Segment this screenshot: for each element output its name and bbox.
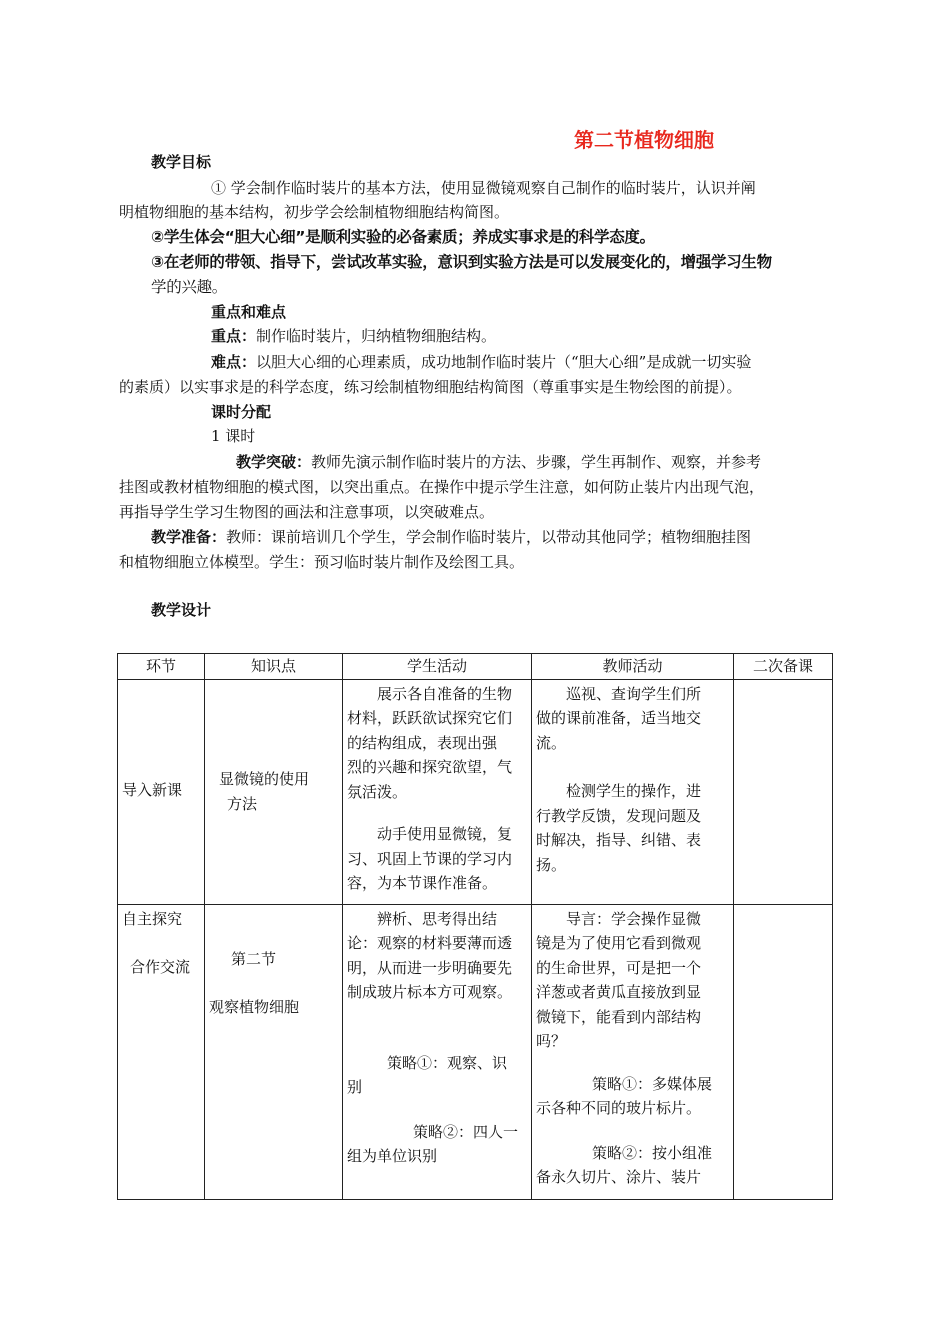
difficulty-row (211, 350, 751, 374)
difficulty-label: 难点： (211, 353, 257, 371)
breakthrough-label: 教学突破： (236, 453, 312, 471)
focus-text: 制作临时装片，归纳植物细胞结构。 (256, 327, 497, 345)
student-text: 容，为本节课作准备。 (347, 874, 498, 892)
knowledge-text: 方法 (227, 794, 258, 813)
teacher-text (536, 1054, 729, 1072)
student-activity-cell (343, 679, 532, 904)
stage-cell (118, 679, 205, 904)
preparation-row (151, 525, 751, 549)
teacher-text: 策略①：多媒体展 (592, 1074, 713, 1093)
teacher-text: 镜是为了使用它看到微观 (536, 934, 702, 952)
schedule-value: 1 课时 (211, 427, 256, 445)
teacher-text: 示各种不同的玻片标片。 (536, 1099, 702, 1117)
breakthrough-line-1: 教师先演示制作临时装片的方法、步骤，学生再制作、观察，并参考 (311, 453, 762, 471)
design-heading: 教学设计 (151, 601, 212, 619)
header-knowledge: 知识点 (205, 654, 343, 680)
difficulty-line-1: 以胆大心细的心理素质，成功地制作临时装片（“胆大心细”是成就一切实验 (256, 353, 752, 371)
header-stage: 环节 (118, 654, 205, 680)
teacher-text: 流。 (536, 733, 567, 752)
teacher-activity-cell (532, 904, 734, 1199)
student-text: 习、巩固上节课的学习内 (347, 849, 513, 868)
student-text: 策略②：四人一 (413, 1122, 519, 1141)
student-text (347, 1005, 527, 1029)
header-student-activity: 学生活动 (343, 654, 532, 680)
header-teacher-activity: 教师活动 (532, 654, 734, 680)
knowledge-text: 显微镜的使用 (219, 770, 310, 788)
teacher-text: 检测学生的操作，进 (566, 782, 702, 800)
teacher-text: 时解决，指导、纠错、表 (536, 831, 702, 849)
teacher-text: 策略②：按小组准 (592, 1143, 713, 1162)
student-text (347, 1100, 527, 1120)
student-text: 策略①：观察、识 (387, 1053, 508, 1072)
notes-cell (734, 904, 833, 1199)
focus-label: 重点： (211, 327, 257, 345)
teacher-text: 导言：学会操作显微 (566, 909, 702, 928)
student-text: 明，从而进一步明确要先 (347, 958, 513, 977)
preparation-line-1: 教师：课前培训几个学生，学会制作临时装片，以带动其他同学；植物细胞挂图 (226, 528, 752, 546)
table-header-row (118, 654, 833, 680)
student-text: 制成玻片标本方可观察。 (347, 983, 513, 1001)
page-title: 第二节植物细胞 (574, 128, 714, 152)
student-text: 辨析、思考得出结 (377, 909, 498, 928)
focus-row (211, 324, 496, 348)
student-text: 别 (347, 1078, 363, 1096)
knowledge-text: 观察植物细胞 (209, 998, 300, 1016)
student-text: 的结构组成，表现出强 (347, 733, 498, 752)
teacher-text: 做的课前准备，适当地交 (536, 709, 702, 727)
student-text: 烈的兴趣和探究欲望，气 (347, 758, 513, 776)
teacher-activity-cell (532, 679, 734, 904)
lesson-plan-table (117, 653, 833, 1200)
stage-text: 自主探究 (122, 909, 183, 928)
goal-1-line-2: 明植物细胞的基本结构，初步学会绘制植物细胞结构简图。 (119, 203, 510, 221)
teacher-text: 洋葱或者黄瓜直接放到显 (536, 983, 702, 1001)
student-text: 动手使用显微镜，复 (377, 825, 513, 843)
schedule-heading: 课时分配 (211, 403, 272, 421)
difficulty-line-2: 的素质）以实事求是的科学态度，练习绘制植物细胞结构简图（尊重事实是生物绘图的前提）。 (119, 378, 742, 396)
goals-heading: 教学目标 (151, 153, 212, 171)
preparation-line-2: 和植物细胞立体模型。学生：预习临时装片制作及绘图工具。 (119, 553, 525, 571)
student-text: 氛活泼。 (347, 782, 408, 801)
knowledge-text: 第二节 (231, 949, 277, 968)
preparation-label: 教学准备： (151, 528, 227, 546)
stage-text (122, 931, 200, 955)
stage-text: 导入新课 (122, 781, 183, 800)
goal-1-line-1: ① 学会制作临时装片的基本方法，使用显微镜观察自己制作的临时装片，认识并阐 (211, 179, 756, 197)
table-row (118, 904, 833, 1199)
student-text: 材料，跃跃欲试探究它们 (347, 709, 513, 727)
key-points-heading: 重点和难点 (211, 303, 287, 321)
stage-cell (118, 904, 205, 1199)
student-text (347, 1029, 527, 1051)
breakthrough-line-2: 挂图或教材植物细胞的模式图，以突出重点。在操作中提示学生注意，如何防止装片内出现气泡， (119, 478, 765, 496)
teacher-text: 吗？ (536, 1032, 567, 1050)
teacher-text: 巡视、查询学生们所 (566, 684, 702, 703)
table-row (118, 679, 833, 904)
student-text: 展示各自准备的生物 (377, 684, 513, 703)
goal-3-line-2: 学的兴趣。 (151, 278, 228, 296)
teacher-text: 扬。 (536, 855, 567, 874)
header-notes: 二次备课 (734, 654, 833, 680)
knowledge-cell (205, 679, 343, 904)
student-text (347, 804, 527, 822)
knowledge-cell (205, 904, 343, 1199)
teacher-text: 的生命世界，可是把一个 (536, 958, 702, 977)
goal-2: ②学生体会“胆大心细”是顺利实验的必备素质；养成实事求是的科学态度。 (151, 228, 655, 246)
stage-text: 合作交流 (130, 958, 191, 976)
breakthrough-row (236, 450, 761, 474)
teacher-text: 微镜下，能看到内部结构 (536, 1007, 702, 1026)
teacher-text (536, 755, 729, 779)
teacher-text: 行教学反馈，发现问题及 (536, 806, 702, 825)
teacher-text (536, 1121, 729, 1141)
student-activity-cell (343, 904, 532, 1199)
student-text: 论：观察的材料要薄而透 (347, 934, 513, 952)
goal-3-line-1: ③在老师的带领、指导下，尝试改革实验，意识到实验方法是可以发展变化的，增强学习生物 (151, 253, 772, 271)
student-text: 组为单位识别 (347, 1147, 438, 1165)
teacher-text: 备永久切片、涂片、装片 (536, 1168, 702, 1186)
breakthrough-line-3: 再指导学生学习生物图的画法和注意事项，以突破难点。 (119, 503, 495, 521)
notes-cell (734, 679, 833, 904)
